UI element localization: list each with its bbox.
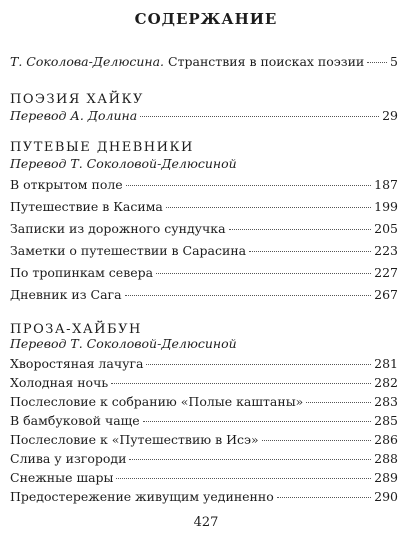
entry-page: 289 [374, 470, 398, 485]
entry-page: 286 [374, 432, 398, 447]
entry-title: В бамбуковой чаще [10, 413, 140, 428]
section-translator: Перевод Т. Соколовой-Делюсиной [10, 156, 237, 171]
entry-page: 288 [374, 451, 398, 466]
entry-page: 227 [374, 265, 398, 280]
toc-entry-haiku [10, 108, 398, 124]
toc-entry-intro [10, 54, 398, 70]
entry-page: 223 [374, 243, 398, 258]
page-title: СОДЕРЖАНИЕ [134, 10, 278, 28]
dot-leader [125, 294, 372, 296]
entry-title: Записки из дорожного сундучка [10, 221, 226, 236]
toc-entry [10, 243, 398, 259]
dot-leader [306, 401, 371, 403]
dot-leader [367, 61, 387, 63]
entry-title: В открытом поле [10, 177, 123, 192]
entry-page: 281 [374, 356, 398, 371]
dot-leader [116, 477, 371, 479]
entry-page: 29 [382, 108, 398, 123]
toc-entry [10, 489, 398, 505]
toc-entry [10, 470, 398, 486]
dot-leader [229, 228, 372, 230]
toc-entry [10, 394, 398, 410]
dot-leader [140, 115, 379, 117]
dot-leader [156, 272, 371, 274]
dot-leader [262, 439, 371, 441]
toc-entry [10, 265, 398, 281]
dot-leader [126, 184, 371, 186]
section-heading-diaries: ПУТЕВЫЕ ДНЕВНИКИ [10, 140, 194, 155]
entry-page: 199 [374, 199, 398, 214]
entry-page: 285 [374, 413, 398, 428]
entry-page: 5 [390, 54, 398, 69]
entry-author: Т. Соколова-Делюсина. [10, 54, 165, 69]
toc-entry [10, 375, 398, 391]
page-number: 427 [193, 515, 219, 530]
dot-leader [129, 458, 371, 460]
dot-leader [146, 363, 371, 365]
entry-title: Послесловие к собранию «Полые каштаны» [10, 394, 304, 409]
entry-translator: Перевод А. Долина [10, 108, 138, 123]
entry-page: 267 [374, 287, 398, 302]
entry-title: Послесловие к «Путешествию в Исэ» [10, 432, 259, 447]
entry-title: Хворостяная лачуга [10, 356, 144, 371]
entry-title: Дневник из Сага [10, 287, 122, 302]
entry-page: 283 [374, 394, 398, 409]
dot-leader [166, 206, 371, 208]
dot-leader [143, 420, 371, 422]
entry-page: 282 [374, 375, 398, 390]
entry-title: Слива у изгороди [10, 451, 127, 466]
dot-leader [249, 250, 371, 252]
entry-title: Странствия в поисках поэзии [168, 54, 365, 69]
entry-title: Снежные шары [10, 470, 114, 485]
entry-title: Заметки о путешествии в Сарасина [10, 243, 247, 258]
toc-entry [10, 199, 398, 215]
dot-leader [277, 496, 371, 498]
toc-entry [10, 356, 398, 372]
dot-leader [111, 382, 371, 384]
entry-page: 290 [374, 489, 398, 504]
toc-entry [10, 287, 398, 303]
section-heading-haiku: ПОЭЗИЯ ХАЙКУ [10, 92, 144, 107]
entry-title: Холодная ночь [10, 375, 109, 390]
toc-entry [10, 451, 398, 467]
toc-entry [10, 221, 398, 237]
section-translator: Перевод Т. Соколовой-Делюсиной [10, 336, 237, 351]
section-heading-haibun: ПРОЗА-ХАЙБУН [10, 322, 142, 337]
toc-entry [10, 177, 398, 193]
entry-page: 205 [374, 221, 398, 236]
entry-title: Путешествие в Касима [10, 199, 163, 214]
toc-entry [10, 413, 398, 429]
entry-title: По тропинкам севера [10, 265, 154, 280]
toc-entry [10, 432, 398, 448]
entry-page: 187 [374, 177, 398, 192]
entry-title: Предостережение живущим уединенно [10, 489, 274, 504]
